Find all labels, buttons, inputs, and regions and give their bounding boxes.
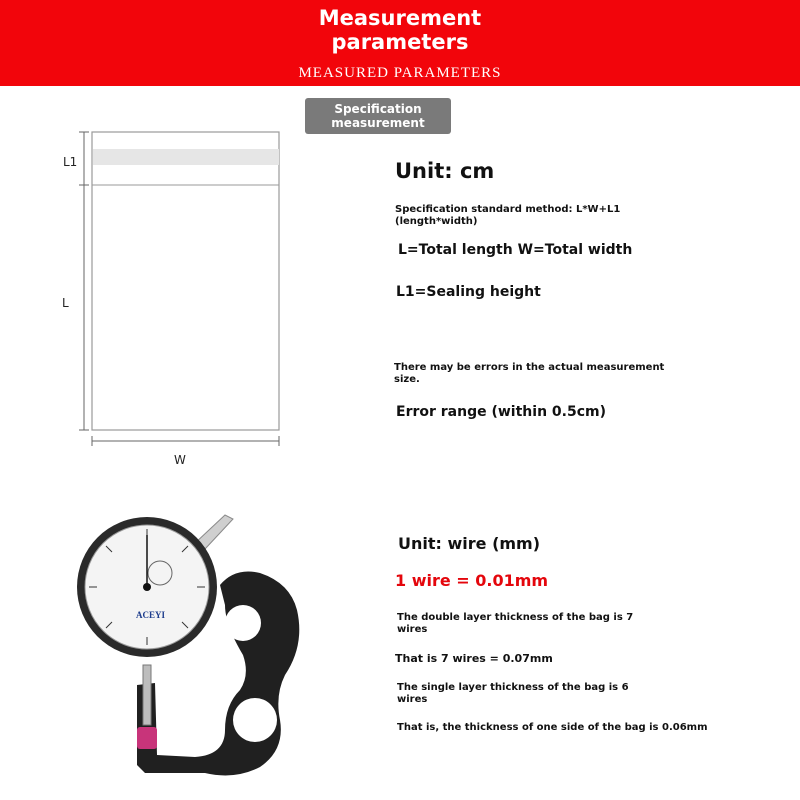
header-banner bbox=[0, 0, 800, 86]
error-note bbox=[394, 362, 664, 386]
sealing-strip bbox=[93, 149, 279, 165]
page-title bbox=[0, 6, 800, 54]
page-title-line1: Measurement bbox=[318, 6, 482, 30]
double-layer-note bbox=[397, 612, 633, 636]
spindle-cap bbox=[137, 727, 157, 749]
label-l1: L1 bbox=[63, 155, 78, 169]
page-subtitle: MEASURED PARAMETERS bbox=[298, 65, 502, 81]
dial-pivot bbox=[143, 583, 151, 591]
single-layer-line2: wires bbox=[397, 694, 428, 705]
specification-badge bbox=[305, 98, 451, 134]
badge-line1: Specification bbox=[334, 102, 422, 116]
thickness-gauge-image bbox=[75, 505, 330, 785]
error-note-line2: size. bbox=[394, 374, 420, 385]
frame-hole-lower bbox=[233, 698, 277, 742]
bag-outline bbox=[92, 132, 279, 430]
badge-line2: measurement bbox=[331, 116, 425, 130]
bag-dimension-diagram bbox=[55, 125, 295, 455]
label-w: W bbox=[174, 453, 186, 467]
gauge-spindle bbox=[143, 665, 151, 725]
spec-unit: Unit: cm bbox=[395, 159, 495, 183]
single-layer-line1: The single layer thickness of the bag is 6 bbox=[397, 682, 629, 693]
spec-method-line2: (length*width) bbox=[395, 216, 478, 227]
wire-conversion: 1 wire = 0.01mm bbox=[395, 571, 549, 590]
single-layer-result: That is, the thickness of one side of the bag is 0.06mm bbox=[397, 722, 708, 733]
frame-hole-upper bbox=[225, 605, 261, 641]
l1-definition: L1=Sealing height bbox=[396, 284, 541, 300]
page-title-line2: parameters bbox=[331, 30, 469, 54]
gauge-brand-logo: ACEYI bbox=[136, 610, 166, 620]
label-l: L bbox=[62, 296, 69, 310]
error-range: Error range (within 0.5cm) bbox=[396, 404, 606, 420]
single-layer-note bbox=[397, 682, 629, 706]
double-layer-result: That is 7 wires = 0.07mm bbox=[395, 652, 553, 665]
spec-method bbox=[395, 204, 620, 228]
thickness-unit: Unit: wire (mm) bbox=[398, 534, 541, 553]
double-layer-line2: wires bbox=[397, 624, 428, 635]
double-layer-line1: The double layer thickness of the bag is 7 bbox=[397, 612, 634, 623]
lw-definition: L=Total length W=Total width bbox=[398, 242, 633, 258]
spec-method-line1: Specification standard method: L*W+L1 bbox=[395, 204, 621, 215]
error-note-line1: There may be errors in the actual measurement bbox=[394, 362, 665, 373]
